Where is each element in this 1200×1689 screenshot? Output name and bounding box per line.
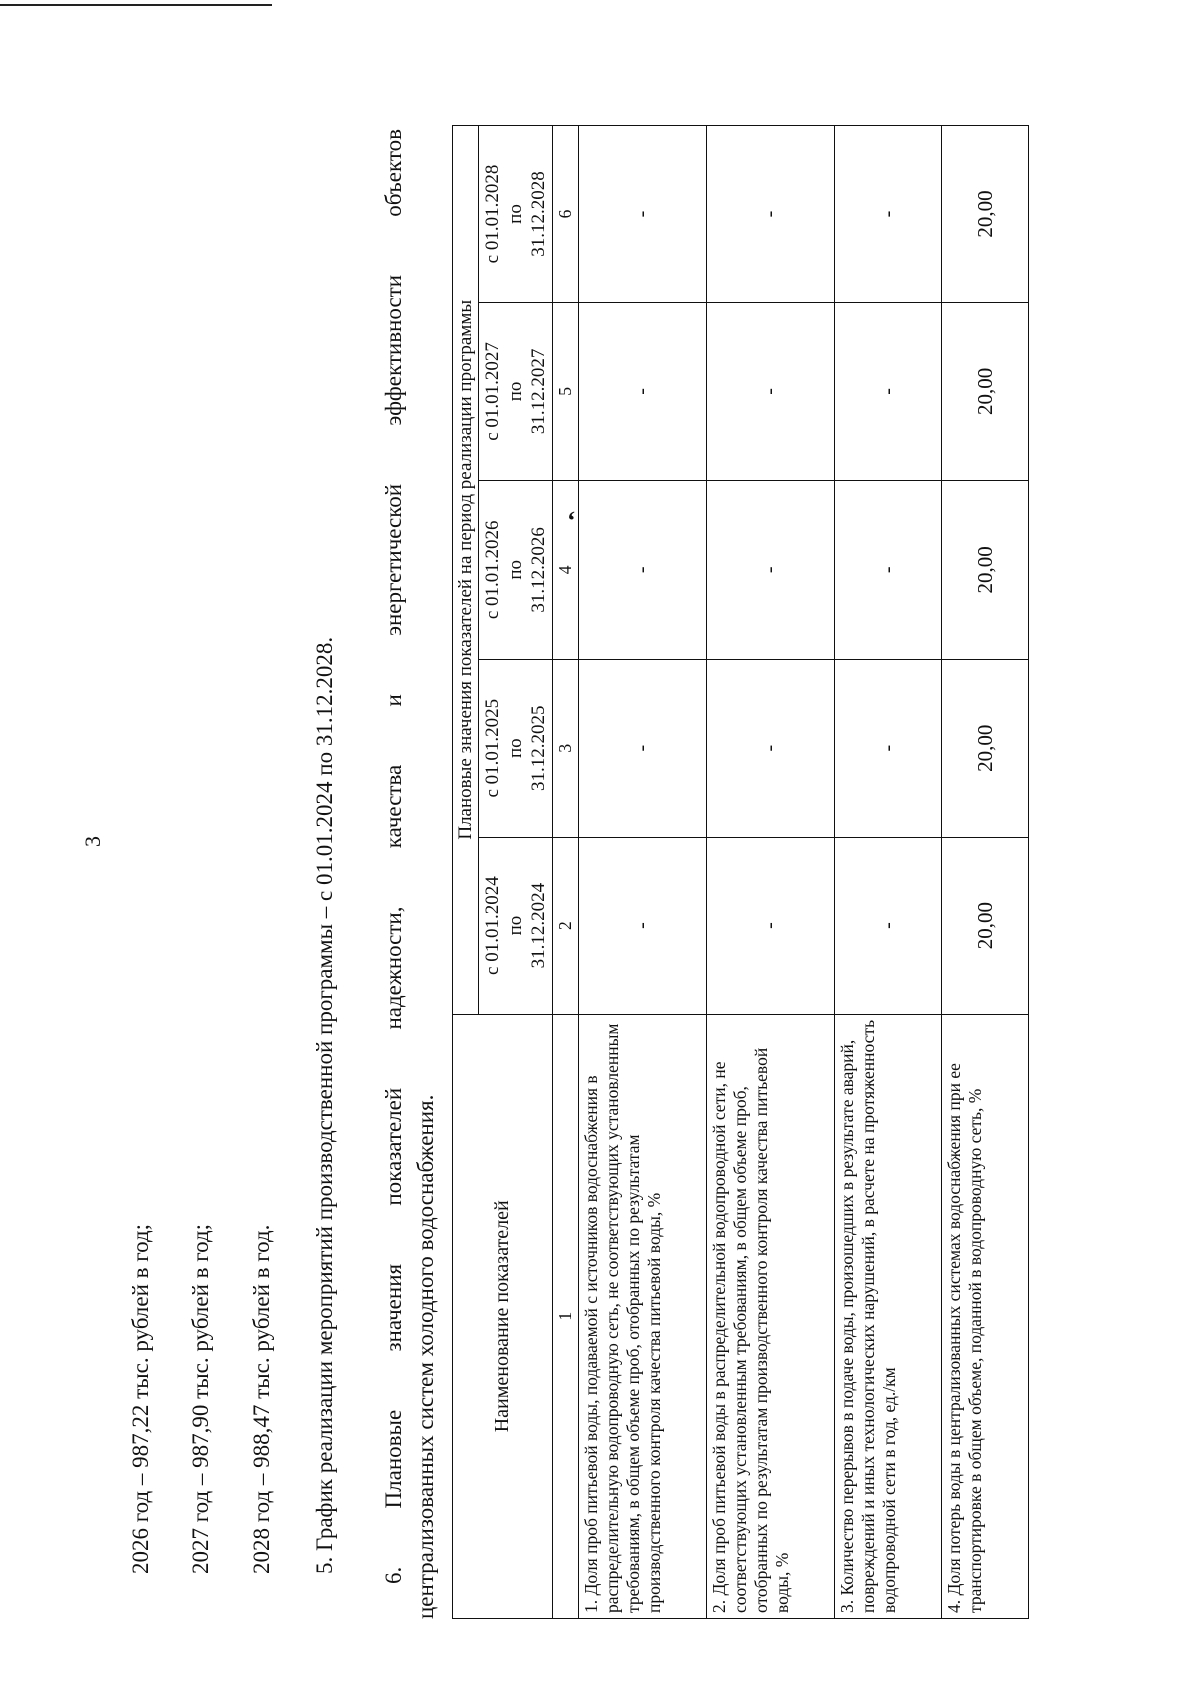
header-period-2028: с 01.01.2028 по 31.12.2028 bbox=[479, 126, 553, 303]
indicator-value: - bbox=[707, 837, 835, 1014]
column-number: 5 bbox=[553, 302, 579, 480]
column-number: 1 bbox=[553, 1014, 579, 1618]
header-period-2024: с 01.01.2024 по 31.12.2024 bbox=[479, 837, 553, 1014]
indicator-value: - bbox=[707, 480, 835, 659]
table-row bbox=[579, 126, 707, 1619]
section-6-heading-line-1: 6. Плановые значения показателей надежности, качества и энергетической эффективности объектов bbox=[381, 129, 406, 1584]
column-number: 4 bbox=[553, 480, 579, 659]
indicator-name: 2. Доля проб питьевой воды в распределительной водопроводной сети, не соответствующих установленным требованиям, в общем объеме проб, отобранных по результатам производственного контроля качества питьевой воды, % bbox=[707, 1014, 835, 1618]
indicator-value: 20,00 bbox=[942, 480, 1029, 659]
indicator-value: - bbox=[835, 480, 942, 659]
indicator-name: 3. Количество перерывов в подаче воды, произошедших в результате аварий, повреждений и иных технологических нарушений, в расчете на протяженность водопроводной сети в год, ед./км bbox=[835, 1014, 942, 1618]
indicator-value: - bbox=[835, 659, 942, 837]
indicator-value: 20,00 bbox=[942, 126, 1029, 303]
column-number: 2 bbox=[553, 837, 579, 1014]
cost-line-2027: 2027 год – 987,90 тыс. рублей в год; bbox=[188, 1223, 213, 1574]
indicator-value: - bbox=[707, 659, 835, 837]
indicator-value: 20,00 bbox=[942, 302, 1029, 480]
indicators-table bbox=[452, 125, 1029, 1619]
indicator-value: - bbox=[579, 480, 707, 659]
scan-speck: ‘ bbox=[567, 506, 576, 535]
indicator-name: 4. Доля потерь воды в централизованных системах водоснабжения при ее транспортировке в общем объеме, поданной в водопроводную сеть, % bbox=[942, 1014, 1029, 1618]
column-number: 3 bbox=[553, 659, 579, 837]
indicator-value: 20,00 bbox=[942, 837, 1029, 1014]
indicator-value: - bbox=[835, 302, 942, 480]
page-number: 3 bbox=[80, 836, 105, 847]
section-6-heading-line-2: централизованных систем холодного водоснабжения. bbox=[413, 1094, 438, 1619]
table-row bbox=[835, 126, 942, 1619]
indicator-value: - bbox=[579, 302, 707, 480]
indicator-value: - bbox=[579, 126, 707, 303]
header-planned-values: Плановые значения показателей на период реализации программы bbox=[453, 126, 479, 1015]
indicator-value: - bbox=[579, 837, 707, 1014]
indicator-value: - bbox=[579, 659, 707, 837]
indicator-value: - bbox=[707, 126, 835, 303]
header-period-2026: с 01.01.2026 по 31.12.2026 bbox=[479, 480, 553, 659]
section-5-schedule: 5. График реализации мероприятий производственной программы – с 01.01.2024 по 31.12.2028. bbox=[312, 636, 337, 1574]
section-6-heading bbox=[378, 129, 442, 1619]
table-row bbox=[707, 126, 835, 1619]
indicator-value: 20,00 bbox=[942, 659, 1029, 837]
indicator-value: - bbox=[707, 302, 835, 480]
indicator-name: 1. Доля проб питьевой воды, подаваемой с источников водоснабжения в распределительную водопроводную сеть, не соответствующих установленным требованиям, в общем объеме проб, отобранных по результатам производственного контроля качества питьевой воды, % bbox=[579, 1014, 707, 1618]
cost-line-2026: 2026 год – 987,22 тыс. рублей в год; bbox=[128, 1223, 153, 1574]
table-row bbox=[942, 126, 1029, 1619]
cost-line-2028: 2028 год – 988,47 тыс. рублей в год. bbox=[249, 1224, 274, 1574]
indicator-value: - bbox=[835, 126, 942, 303]
indicator-value: - bbox=[835, 837, 942, 1014]
header-period-2025: с 01.01.2025 по 31.12.2025 bbox=[479, 659, 553, 837]
header-indicator-name: Наименование показателей bbox=[453, 1014, 553, 1618]
header-period-2027: с 01.01.2027 по 31.12.2027 bbox=[479, 302, 553, 480]
column-number: 6 bbox=[553, 126, 579, 303]
column-number-row bbox=[553, 126, 579, 1619]
